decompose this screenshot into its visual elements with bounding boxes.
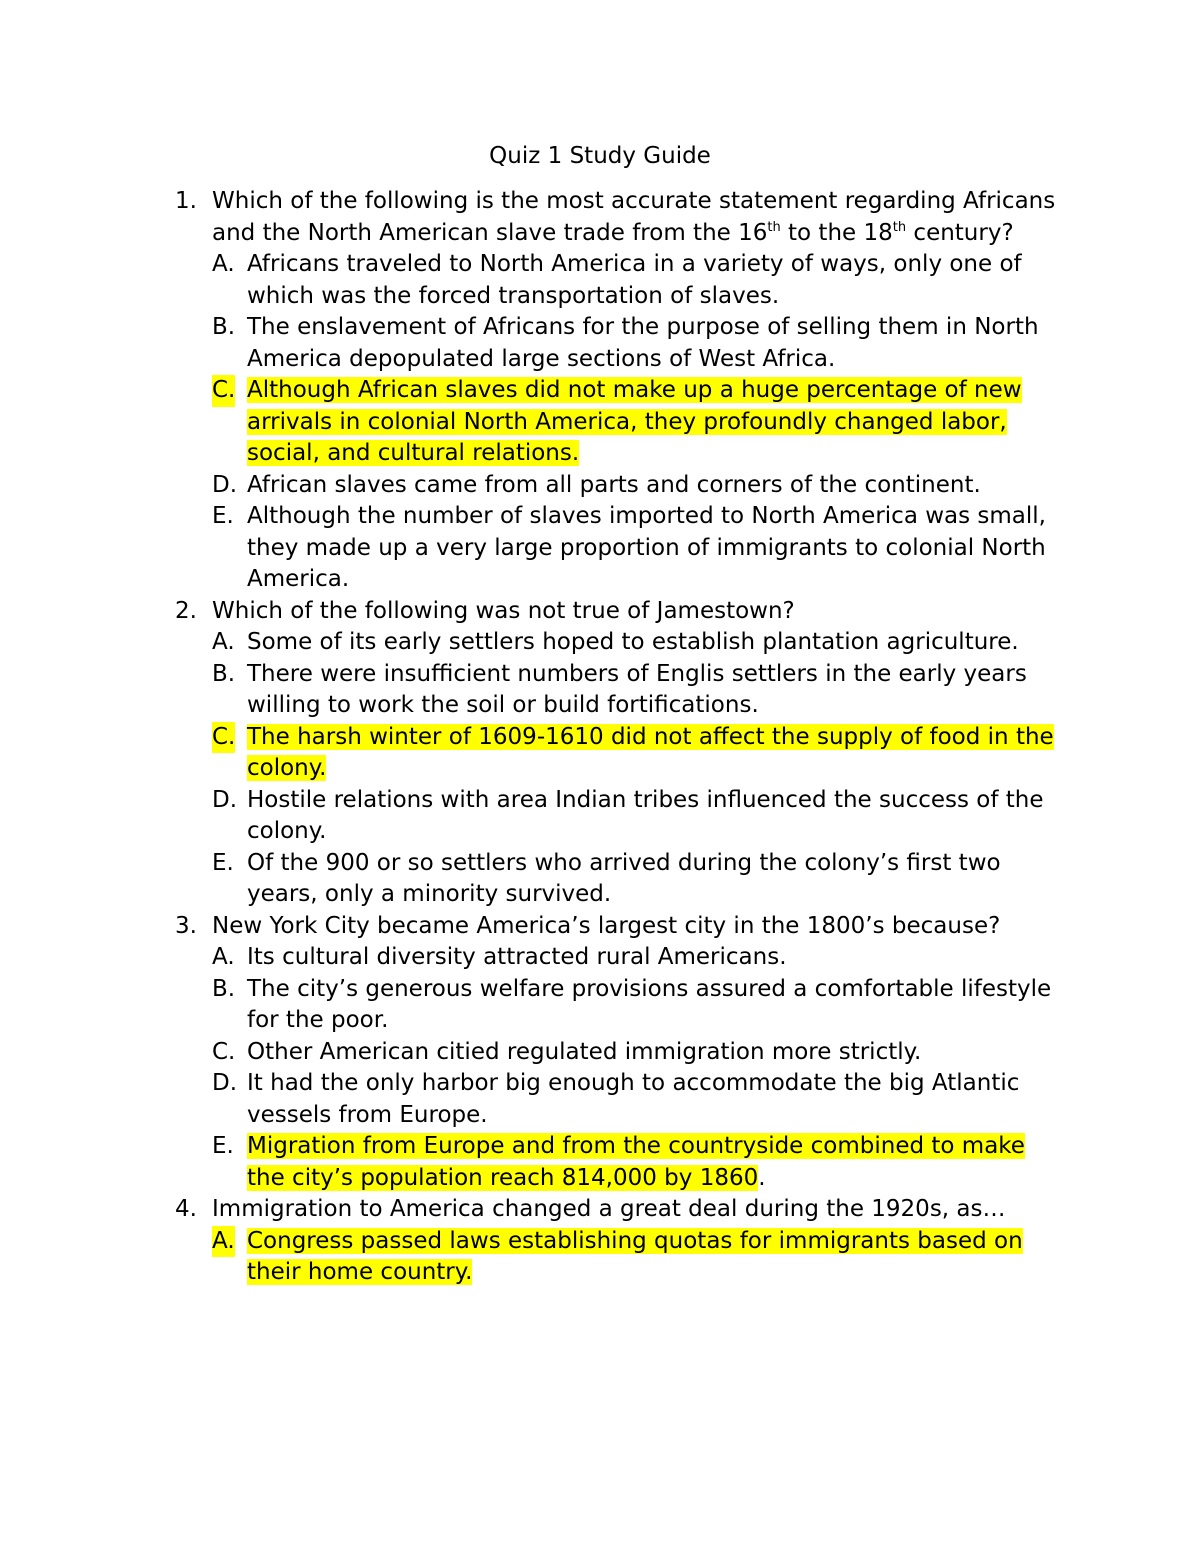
option-text: Although the number of slaves imported to North America was small, they made up a very large proportion of immigrants to colonial North America. xyxy=(247,503,1046,592)
answer-option-a-highlighted xyxy=(212,1226,1062,1289)
option-text: Hostile relations with area Indian tribes influenced the success of the colony. xyxy=(247,786,1044,844)
option-text: Other American citied regulated immigration more strictly. xyxy=(247,1038,922,1065)
superscript-th: th xyxy=(892,219,907,235)
answer-option-c xyxy=(212,1037,1062,1069)
option-letter: A. xyxy=(212,629,235,655)
option-text: African slaves came from all parts and corners of the continent. xyxy=(247,471,981,498)
option-text: Although African slaves did not make up a huge percentage of new arrivals in colonial North America, they profoundly changed labor, social, and cultural relations. xyxy=(247,377,1022,466)
option-letter: D. xyxy=(212,786,238,813)
answer-option-b xyxy=(212,974,1062,1037)
option-text: Migration from Europe and from the countryside combined to make the city’s population reach 814,000 by 1860 xyxy=(247,1133,1025,1191)
option-text: Of the 900 or so settlers who arrived during the colony’s first two years, only a minority survived. xyxy=(247,849,1001,907)
option-letter: C. xyxy=(212,722,235,754)
answer-option-a xyxy=(212,942,1062,974)
option-letter: C. xyxy=(212,1038,236,1065)
answer-option-d xyxy=(212,785,1062,848)
option-letter: C. xyxy=(212,375,235,407)
option-letter: B. xyxy=(212,660,236,687)
question-text: Which of the following is the most accurate statement regarding Africans and the North American slave trade from the 16th to the 18th century? xyxy=(212,188,1056,246)
option-letter: B. xyxy=(212,975,236,1002)
question-4 xyxy=(0,1194,1062,1289)
question-text: Immigration to America changed a great deal during the 1920s, as… xyxy=(212,1196,1006,1222)
option-letter: A. xyxy=(212,1226,235,1258)
option-text: It had the only harbor big enough to accommodate the big Atlantic vessels from Europe. xyxy=(247,1070,1020,1128)
option-text: The harsh winter of 1609-1610 did not affect the supply of food in the colony. xyxy=(247,723,1054,781)
page-title: Quiz 1 Study Guide xyxy=(489,143,711,169)
answer-option-b xyxy=(212,659,1062,722)
option-text: Its cultural diversity attracted rural Americans. xyxy=(247,944,787,970)
option-text: The city’s generous welfare provisions assured a comfortable lifestyle for the poor. xyxy=(247,975,1052,1033)
question-number: 2. xyxy=(175,597,197,624)
answer-option-d xyxy=(212,470,1062,502)
question-number: 4. xyxy=(175,1196,197,1222)
option-letter: D. xyxy=(212,471,238,498)
question-text: Which of the following was not true of Jamestown? xyxy=(212,597,795,624)
option-trailing-period: . xyxy=(758,1164,766,1191)
answer-option-e-highlighted xyxy=(212,1131,1062,1194)
option-letter: D. xyxy=(212,1070,238,1096)
answer-option-a xyxy=(212,249,1062,312)
question-number: 1. xyxy=(175,188,197,214)
option-text: There were insufficient numbers of Englis settlers in the early years willing to work the soil or build fortifications. xyxy=(247,660,1027,718)
answer-option-b xyxy=(212,312,1062,375)
option-letter: A. xyxy=(212,944,235,970)
option-letter: A. xyxy=(212,251,235,277)
answer-option-e xyxy=(212,501,1062,596)
question-2 xyxy=(0,596,1062,911)
option-letter: E. xyxy=(212,1133,234,1159)
option-letter: E. xyxy=(212,849,234,876)
option-letter: B. xyxy=(212,314,236,340)
question-number: 3. xyxy=(175,912,197,939)
answer-option-c-highlighted xyxy=(212,722,1062,785)
option-letter: E. xyxy=(212,503,234,529)
question-text: New York City became America’s largest city in the 1800’s because? xyxy=(212,912,1001,939)
question-1 xyxy=(0,186,1062,596)
answer-option-c-highlighted xyxy=(212,375,1062,470)
option-text: Congress passed laws establishing quotas for immigrants based on their home country. xyxy=(247,1227,1023,1285)
answer-option-a xyxy=(212,627,1062,659)
question-list xyxy=(0,186,1200,1289)
question-3 xyxy=(0,911,1062,1195)
answer-option-e xyxy=(212,848,1062,911)
answer-option-d xyxy=(212,1068,1062,1131)
superscript-th: th xyxy=(767,219,781,235)
option-text: Some of its early settlers hoped to establish plantation agriculture. xyxy=(247,629,1019,655)
option-text: Africans traveled to North America in a variety of ways, only one of which was the forced transportation of slaves. xyxy=(247,251,1022,309)
option-text: The enslavement of Africans for the purpose of selling them in North America depopulated large sections of West Africa. xyxy=(247,314,1039,372)
